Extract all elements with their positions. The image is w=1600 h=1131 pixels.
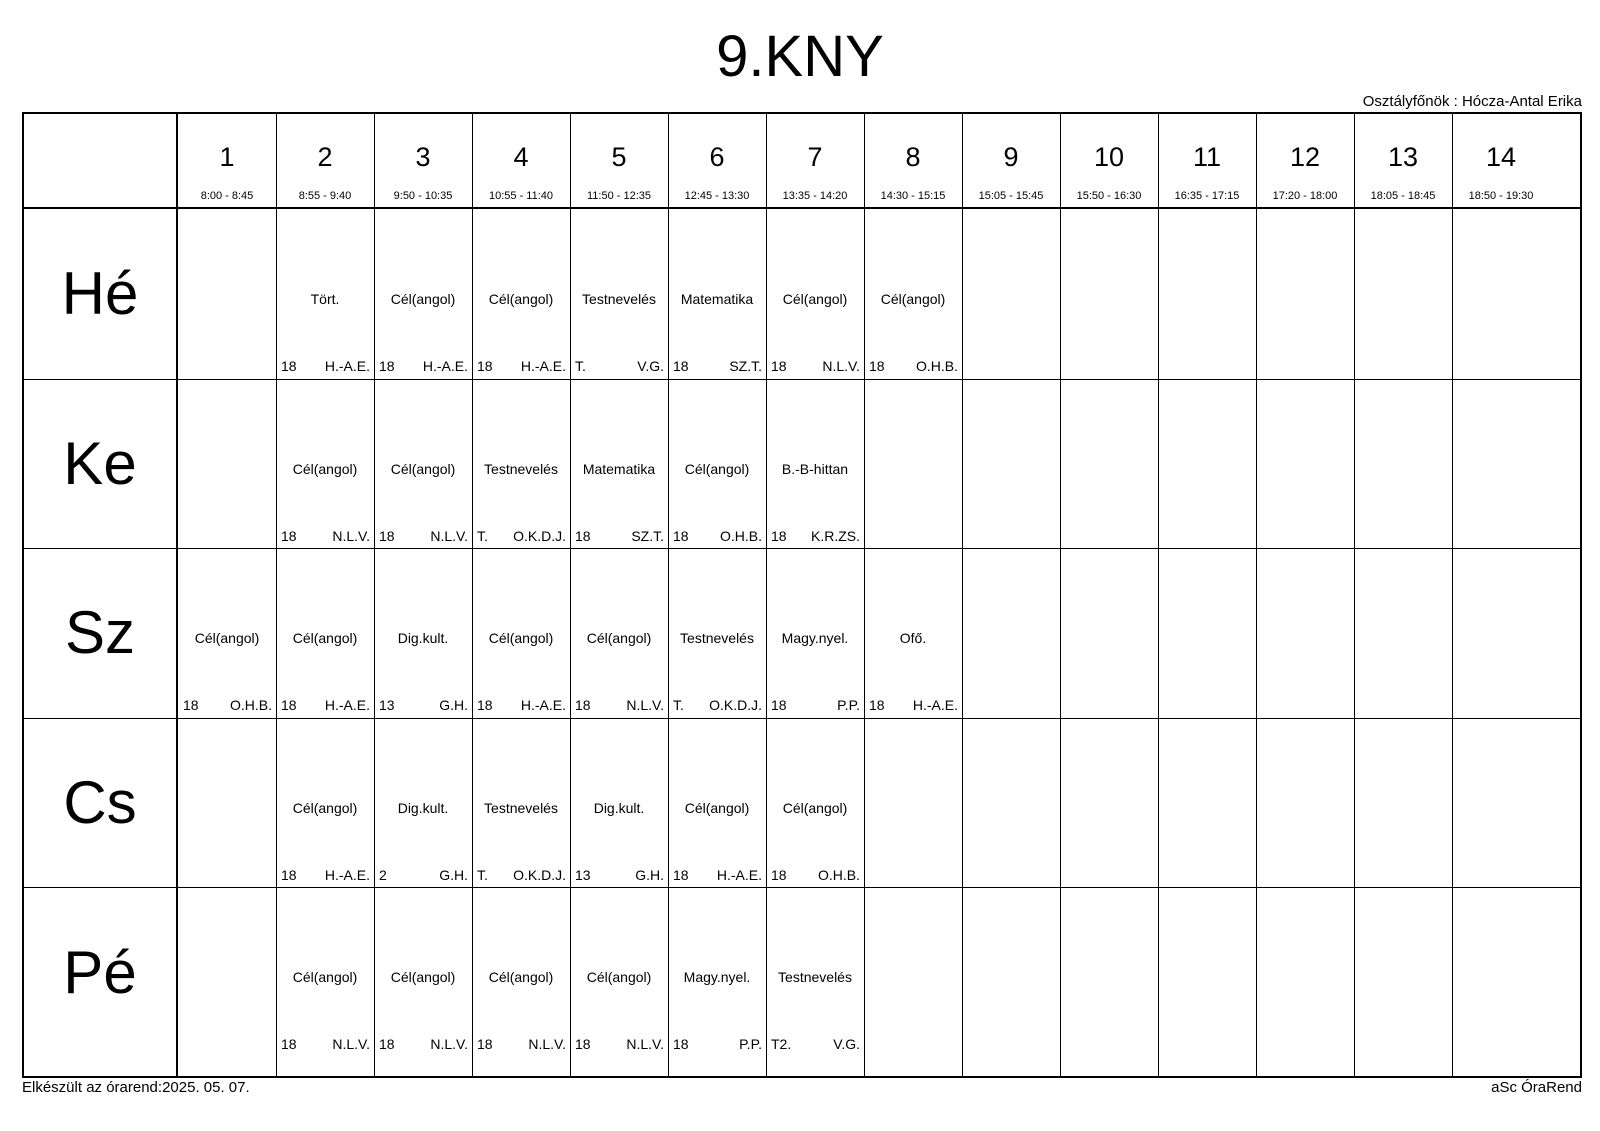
period-header xyxy=(1158,114,1256,209)
lesson-subject: Dig.kult. xyxy=(397,630,449,647)
lesson-subject: Cél(angol) xyxy=(684,799,750,816)
lesson-teacher: SZ.T. xyxy=(729,358,762,374)
lesson-teacher: N.L.V. xyxy=(332,527,370,544)
lesson-cell xyxy=(766,718,864,888)
period-header xyxy=(1060,114,1158,209)
lesson-subject: Cél(angol) xyxy=(194,630,260,647)
lesson-room: 18 xyxy=(281,527,297,544)
lesson-subject: Dig.kult. xyxy=(397,799,449,816)
period-time: 18:50 - 19:30 xyxy=(1468,190,1534,202)
lesson-teacher: H.-A.E. xyxy=(912,697,958,714)
lesson-cell xyxy=(570,548,668,718)
column-divider xyxy=(1452,114,1453,1076)
lesson-cell xyxy=(374,718,472,888)
period-number: 12 xyxy=(1289,142,1321,172)
lesson-subject: Cél(angol) xyxy=(292,799,358,816)
lesson-room: 18 xyxy=(869,358,885,374)
lesson-room: 18 xyxy=(869,697,885,714)
lesson-room: 18 xyxy=(281,697,297,714)
lesson-subject: Cél(angol) xyxy=(390,291,456,307)
lesson-teacher: N.L.V. xyxy=(626,1036,664,1053)
lesson-teacher: N.L.V. xyxy=(430,1036,468,1053)
lesson-subject: Testnevelés xyxy=(582,291,656,307)
period-header xyxy=(374,114,472,209)
lesson-teacher: H.-A.E. xyxy=(422,358,468,374)
lesson-subject: Cél(angol) xyxy=(586,969,652,986)
lesson-teacher: V.G. xyxy=(833,1036,860,1053)
period-header xyxy=(766,114,864,209)
lesson-room: 18 xyxy=(281,866,297,883)
lesson-subject: Testnevelés xyxy=(680,630,754,647)
lesson-room: 18 xyxy=(771,527,787,544)
lesson-teacher: H.-A.E. xyxy=(520,697,566,714)
lesson-subject: Cél(angol) xyxy=(488,291,554,307)
column-divider xyxy=(962,114,963,1076)
lesson-subject: Cél(angol) xyxy=(292,460,358,477)
period-time: 11:50 - 12:35 xyxy=(586,190,651,202)
lesson-room: 18 xyxy=(379,527,395,544)
lesson-room: 18 xyxy=(575,1036,591,1053)
lesson-room: 18 xyxy=(379,1036,395,1053)
lesson-cell xyxy=(276,887,374,1057)
lesson-room: 18 xyxy=(575,697,591,714)
lesson-cell xyxy=(668,887,766,1057)
lesson-cell xyxy=(668,548,766,718)
lesson-subject: Cél(angol) xyxy=(292,630,358,647)
lesson-cell xyxy=(668,209,766,379)
lesson-cell xyxy=(374,887,472,1057)
lesson-room: 18 xyxy=(673,866,689,883)
lesson-teacher: O.H.B. xyxy=(817,866,860,883)
day-name: Hé xyxy=(61,260,139,328)
lesson-teacher: V.G. xyxy=(637,358,664,374)
lesson-subject: Ofő. xyxy=(899,630,927,647)
period-header xyxy=(178,114,276,209)
lesson-teacher: N.L.V. xyxy=(528,1036,566,1053)
period-number: 2 xyxy=(317,142,333,172)
lesson-cell xyxy=(276,209,374,379)
period-time: 15:05 - 15:45 xyxy=(978,190,1044,202)
lesson-room: T. xyxy=(673,697,684,714)
lesson-cell xyxy=(668,379,766,549)
period-number: 1 xyxy=(219,142,235,172)
period-number: 5 xyxy=(611,142,627,172)
period-number: 9 xyxy=(1003,142,1019,172)
lesson-cell xyxy=(374,209,472,379)
lesson-subject: Cél(angol) xyxy=(390,969,456,986)
lesson-room: 2 xyxy=(379,866,387,883)
lesson-cell xyxy=(864,209,962,379)
lesson-teacher: O.K.D.J. xyxy=(709,697,762,714)
lesson-subject: Testnevelés xyxy=(778,969,852,986)
lesson-teacher: O.K.D.J. xyxy=(513,866,566,883)
lesson-teacher: G.H. xyxy=(439,866,468,883)
lesson-teacher: G.H. xyxy=(635,866,664,883)
period-number: 4 xyxy=(513,142,529,172)
lesson-teacher: G.H. xyxy=(439,697,468,714)
lesson-room: 18 xyxy=(477,1036,493,1053)
period-time: 18:05 - 18:45 xyxy=(1370,190,1436,202)
lesson-cell xyxy=(570,887,668,1057)
period-number: 8 xyxy=(905,142,921,172)
lesson-subject: Matematika xyxy=(680,291,754,307)
lesson-teacher: N.L.V. xyxy=(430,527,468,544)
lesson-subject: Cél(angol) xyxy=(488,969,554,986)
lesson-room: T2. xyxy=(771,1036,792,1053)
lesson-cell xyxy=(570,379,668,549)
period-number: 3 xyxy=(415,142,431,172)
lesson-room: 13 xyxy=(379,697,395,714)
period-time: 12:45 - 13:30 xyxy=(684,190,750,202)
period-header xyxy=(864,114,962,209)
timetable-title: 9.KNY xyxy=(716,24,884,89)
lesson-room: T. xyxy=(477,866,488,883)
lesson-room: 18 xyxy=(771,866,787,883)
lesson-room: 18 xyxy=(379,358,395,374)
lesson-subject: Cél(angol) xyxy=(880,291,946,307)
period-number: 7 xyxy=(807,142,823,172)
lesson-subject: Testnevelés xyxy=(484,799,558,816)
period-header xyxy=(962,114,1060,209)
period-number: 11 xyxy=(1192,142,1222,172)
lesson-cell xyxy=(570,209,668,379)
lesson-cell xyxy=(766,548,864,718)
lesson-cell xyxy=(766,209,864,379)
day-name: Cs xyxy=(63,769,137,837)
lesson-teacher: O.H.B. xyxy=(719,527,762,544)
lesson-subject: Cél(angol) xyxy=(684,460,750,477)
lesson-room: T. xyxy=(477,527,488,544)
lesson-subject: Matematika xyxy=(582,460,656,477)
period-time: 17:20 - 18:00 xyxy=(1272,190,1338,202)
lesson-teacher: P.P. xyxy=(837,697,860,714)
lesson-teacher: P.P. xyxy=(739,1036,762,1053)
period-time: 9:50 - 10:35 xyxy=(393,190,453,202)
lesson-cell xyxy=(472,718,570,888)
lesson-room: 18 xyxy=(477,697,493,714)
day-name: Ke xyxy=(63,429,137,497)
day-name: Sz xyxy=(64,599,136,667)
lesson-subject: Magy.nyel. xyxy=(683,969,751,986)
period-header xyxy=(570,114,668,209)
lesson-cell xyxy=(472,379,570,549)
lesson-room: 18 xyxy=(673,358,689,374)
lesson-room: 18 xyxy=(575,527,591,544)
lesson-cell xyxy=(276,718,374,888)
period-time: 8:55 - 9:40 xyxy=(298,190,352,202)
timetable-grid xyxy=(22,112,1582,1078)
period-header xyxy=(668,114,766,209)
lesson-room: 18 xyxy=(281,358,297,374)
period-header xyxy=(472,114,570,209)
lesson-subject: Cél(angol) xyxy=(488,630,554,647)
lesson-teacher: N.L.V. xyxy=(822,358,860,374)
lesson-teacher: H.-A.E. xyxy=(324,358,370,374)
day-name: Pé xyxy=(63,938,137,1006)
lesson-teacher: N.L.V. xyxy=(626,697,664,714)
column-divider xyxy=(1158,114,1159,1076)
column-divider xyxy=(1256,114,1257,1076)
period-number: 6 xyxy=(709,142,725,172)
lesson-room: 18 xyxy=(477,358,493,374)
period-time: 8:00 - 8:45 xyxy=(200,190,254,202)
lesson-room: 18 xyxy=(673,1036,689,1053)
period-header xyxy=(1256,114,1354,209)
column-divider xyxy=(1354,114,1355,1076)
lesson-cell xyxy=(668,718,766,888)
lesson-subject: Dig.kult. xyxy=(593,799,645,816)
period-number: 14 xyxy=(1485,142,1517,172)
lesson-teacher: H.-A.E. xyxy=(716,866,762,883)
created-date: Elkészült az órarend:2025. 05. 07. xyxy=(22,1079,250,1096)
lesson-room: 18 xyxy=(183,697,199,714)
lesson-subject: Magy.nyel. xyxy=(781,630,849,647)
period-number: 13 xyxy=(1387,142,1419,172)
lesson-teacher: H.-A.E. xyxy=(324,866,370,883)
period-number: 10 xyxy=(1093,142,1125,172)
lesson-subject: Cél(angol) xyxy=(292,969,358,986)
lesson-cell xyxy=(766,887,864,1057)
period-header xyxy=(1354,114,1452,209)
lesson-teacher: O.K.D.J. xyxy=(513,527,566,544)
lesson-cell xyxy=(766,379,864,549)
lesson-cell xyxy=(374,548,472,718)
lesson-subject: Testnevelés xyxy=(484,460,558,477)
lesson-room: 13 xyxy=(575,866,591,883)
lesson-subject: Cél(angol) xyxy=(390,460,456,477)
lesson-teacher: SZ.T. xyxy=(631,527,664,544)
lesson-room: T. xyxy=(575,358,586,374)
lesson-room: 18 xyxy=(281,1036,297,1053)
lesson-cell xyxy=(276,379,374,549)
lesson-subject: Cél(angol) xyxy=(782,291,848,307)
lesson-cell xyxy=(570,718,668,888)
lesson-cell xyxy=(472,887,570,1057)
lesson-room: 18 xyxy=(673,527,689,544)
lesson-subject: Tört. xyxy=(310,291,340,307)
lesson-teacher: H.-A.E. xyxy=(324,697,370,714)
lesson-teacher: H.-A.E. xyxy=(520,358,566,374)
software-name: aSc ÓraRend xyxy=(1491,1079,1582,1096)
period-time: 13:35 - 14:20 xyxy=(782,190,848,202)
lesson-cell xyxy=(472,548,570,718)
column-divider xyxy=(1060,114,1061,1076)
period-time: 14:30 - 15:15 xyxy=(880,190,946,202)
lesson-cell xyxy=(178,548,276,718)
lesson-teacher: O.H.B. xyxy=(915,358,958,374)
lesson-cell xyxy=(472,209,570,379)
lesson-cell xyxy=(276,548,374,718)
period-header xyxy=(1452,114,1550,209)
lesson-subject: Cél(angol) xyxy=(782,799,848,816)
lesson-teacher: O.H.B. xyxy=(229,697,272,714)
lesson-teacher: K.R.ZS. xyxy=(810,527,860,544)
period-header xyxy=(276,114,374,209)
period-time: 16:35 - 17:15 xyxy=(1174,190,1240,202)
lesson-room: 18 xyxy=(771,697,787,714)
lesson-room: 18 xyxy=(771,358,787,374)
lesson-cell xyxy=(374,379,472,549)
lesson-teacher: N.L.V. xyxy=(332,1036,370,1053)
period-time: 10:55 - 11:40 xyxy=(488,190,553,202)
lesson-subject: B.-B-hittan xyxy=(781,460,849,477)
lesson-subject: Cél(angol) xyxy=(586,630,652,647)
head-teacher: Osztályfőnök : Hócza-Antal Erika xyxy=(1362,93,1582,110)
period-time: 15:50 - 16:30 xyxy=(1076,190,1142,202)
lesson-cell xyxy=(864,548,962,718)
